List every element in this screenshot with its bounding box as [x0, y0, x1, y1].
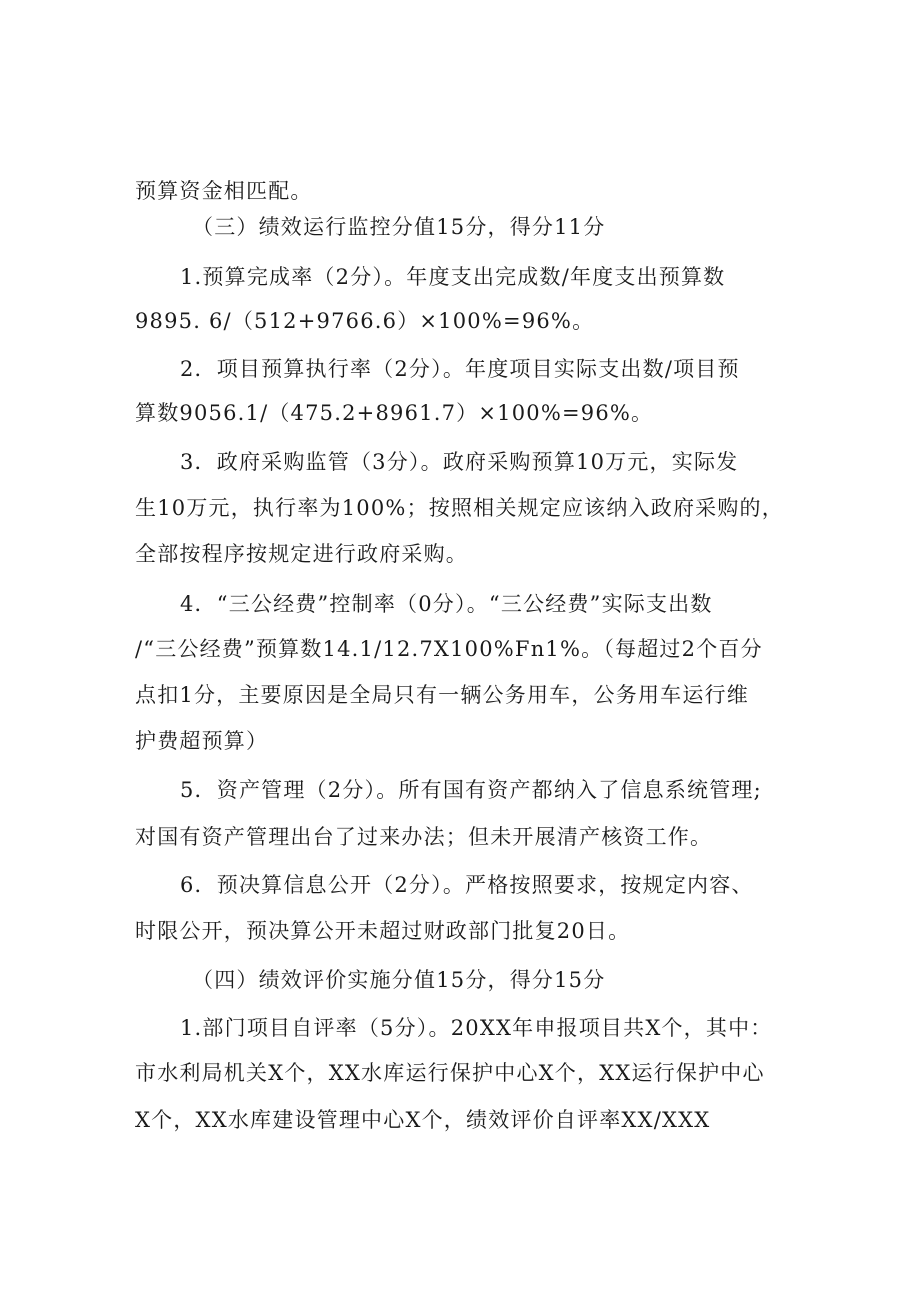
text-line-4: 9895. 6/（512+9766.6）×100%=96%。	[135, 309, 595, 333]
text-line-9: 全部按程序按规定进行政府采购。	[135, 542, 468, 566]
text-line-19: 1.部门项目自评率（5分）。20XX年申报项目共X个，其中：	[180, 1016, 773, 1040]
text-line-8: 生10万元，执行率为100%；按照相关规定应该纳入政府采购的，	[135, 496, 784, 520]
text-line-10: 4．“三公经费”控制率（0分）。“三公经费”实际支出数	[180, 592, 713, 616]
text-line-3: 1.预算完成率（2分）。年度支出完成数/年度支出预算数	[180, 265, 726, 289]
text-line-11: /“三公经费”预算数14.1/12.7X100%Fn1%。（每超过2个百分	[135, 637, 763, 661]
text-line-6: 算数9056.1/（475.2+8961.7）×100%=96%。	[135, 401, 654, 425]
text-line-1: 预算资金相匹配。	[135, 179, 313, 203]
text-line-21: X个，XX水库建设管理中心X个，绩效评价自评率XX/XXX	[135, 1108, 711, 1132]
text-line-14: 5．资产管理（2分）。所有国有资产都纳入了信息系统管理;	[180, 778, 762, 802]
text-line-16: 6．预决算信息公开（2分）。严格按照要求，按规定内容、	[180, 873, 754, 897]
text-line-7: 3．政府采购监管（3分）。政府采购预算10万元，实际发	[180, 450, 739, 474]
text-line-12: 点扣1分，主要原因是全局只有一辆公务用车，公务用车运行维	[135, 683, 749, 707]
text-line-13: 护费超预算）	[135, 729, 269, 753]
section-heading-3: （三）绩效运行监控分值15分，得分11分	[192, 215, 606, 239]
text-line-15: 对国有资产管理出台了过来办法；但未开展清产核资工作。	[135, 825, 713, 849]
text-line-20: 市水利局机关X个，XX水库运行保护中心X个，XX运行保护中心	[135, 1061, 765, 1085]
section-heading-4: （四）绩效评价实施分值15分，得分15分	[192, 968, 606, 992]
text-line-5: 2．项目预算执行率（2分）。年度项目实际支出数/项目预	[180, 357, 740, 381]
text-line-17: 时限公开，预决算公开未超过财政部门批复20日。	[135, 919, 631, 943]
